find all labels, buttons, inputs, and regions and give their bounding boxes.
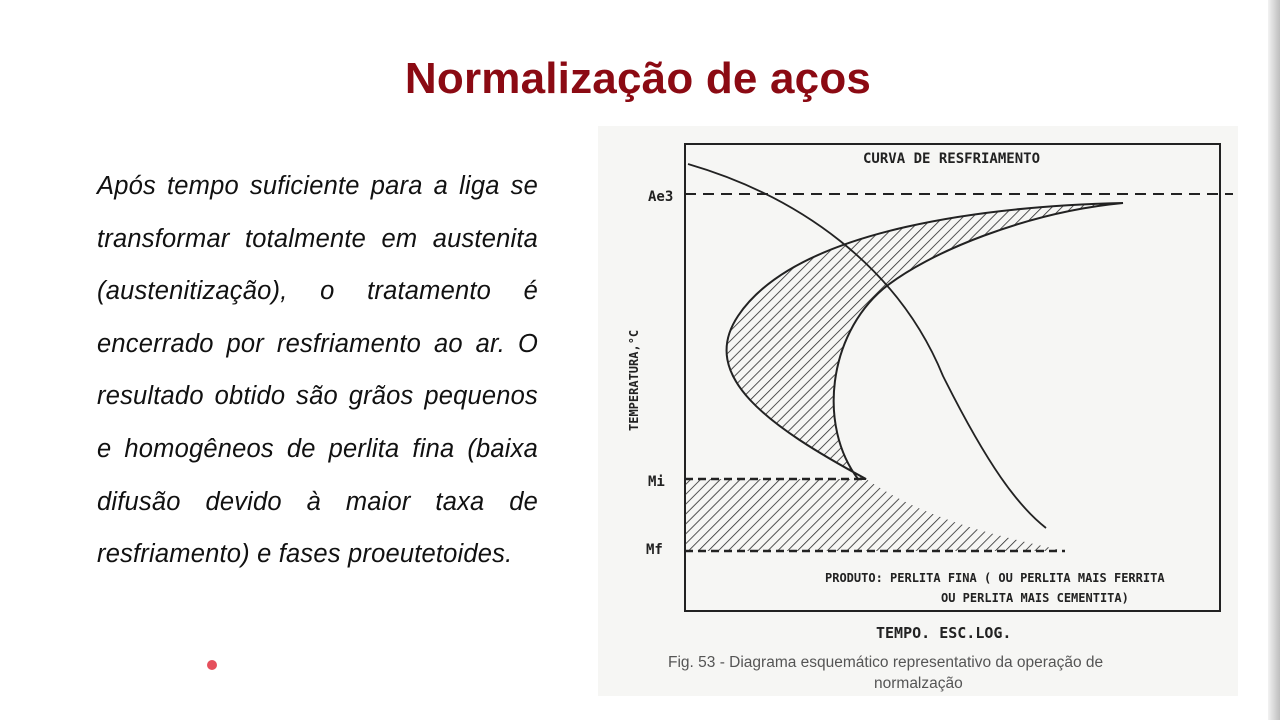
product-line-2: OU PERLITA MAIS CEMENTITA) [941,591,1129,605]
martensite-region [685,479,1065,551]
slide-title: Normalização de aços [404,54,872,103]
transformation-band [727,203,1123,479]
ttt-diagram [598,126,1238,696]
figure-caption-line-2: normalzação [874,675,963,692]
ae3-label: Ae3 [648,189,674,205]
window-edge [1268,0,1280,720]
ttt-diagram-figure [598,126,1238,696]
figure-caption-line-1: Fig. 53 - Diagrama esquemático representativo da operação de [668,654,1104,671]
diagram-header: CURVA DE RESFRIAMENTO [863,151,1041,167]
y-axis-label: TEMPERATURA,°C [627,329,641,431]
mf-label: Mf [646,542,663,558]
mi-label: Mi [648,474,665,490]
product-line-1: PRODUTO: PERLITA FINA ( OU PERLITA MAIS FERRITA [825,571,1165,585]
body-paragraph: Após tempo suficiente para a liga se transformar totalmente em austenita (austenitização), o tratamento é encerrado por resfriamento ao ar. O resultado obtido são grãos pequenos e homogêneos de perlita fina (baixa difusão devido à maior taxa de resfriamento) e fases proeutetoides. [97,172,538,569]
x-axis-label: TEMPO. ESC.LOG. [876,624,1012,642]
pointer-cursor [207,660,217,670]
